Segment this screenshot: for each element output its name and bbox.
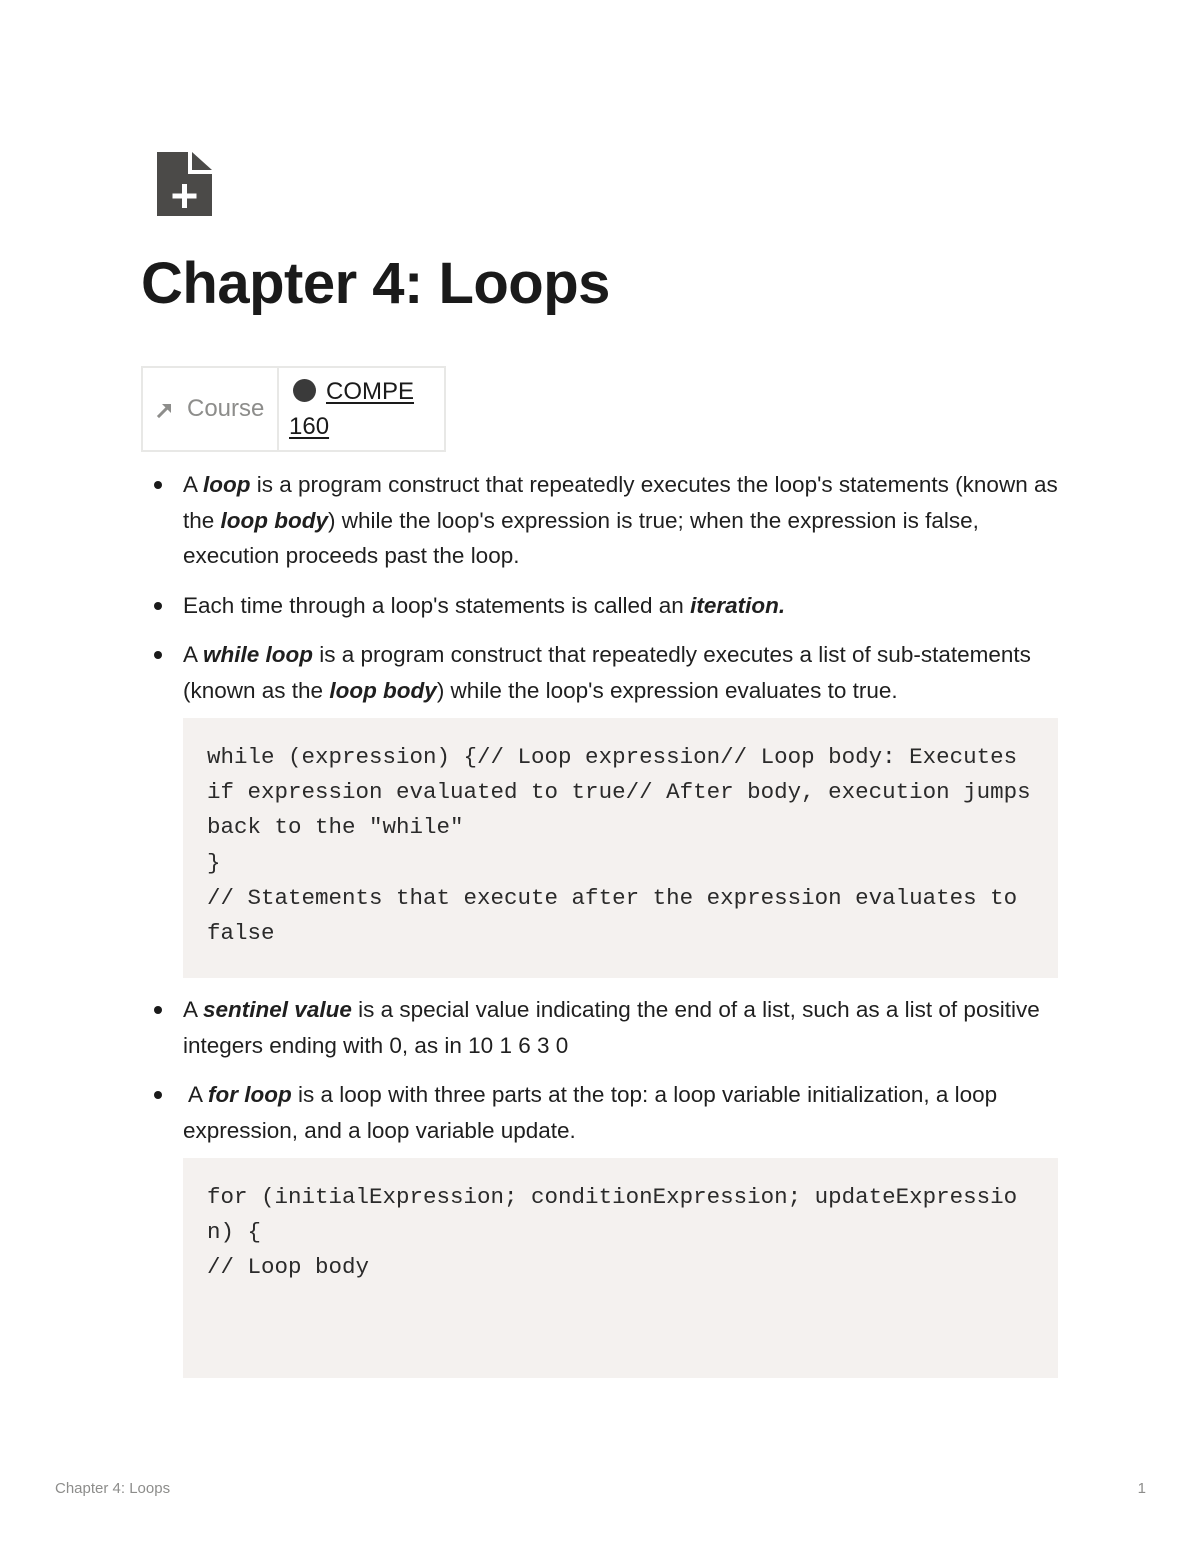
text-span: is a special value indicating the end of a list, such as a list of positive integers ending with 0, as in 10 1 6 3 0: [183, 997, 1040, 1058]
code-block-for[interactable]: for (initialExpression; conditionExpression; updateExpression) { // Loop body: [183, 1158, 1058, 1378]
list-item: [183, 637, 1058, 978]
code-block-while[interactable]: while (expression) {// Loop expression// Loop body: Executes if expression evaluated to true// After body, execution jumps back to the "while" } // Statements that execute after the expression evaluates to false: [183, 718, 1058, 978]
term-for-loop: for loop: [208, 1082, 292, 1107]
bullet-icon: [154, 481, 162, 489]
term-sentinel-value: sentinel value: [203, 997, 352, 1022]
bullet-icon: [154, 1091, 162, 1099]
text-span: ) while the loop's expression is true; when the expression is false, execution proceeds past the loop.: [183, 507, 979, 568]
circle-icon: [293, 379, 316, 402]
footer-title: Chapter 4: Loops: [55, 1480, 171, 1497]
text-span: is a program construct that repeatedly executes a list of sub-statements (known as the: [183, 642, 1031, 703]
property-name-course: [142, 367, 278, 451]
properties-table: [141, 366, 446, 452]
text-span: A: [183, 642, 204, 667]
document-plus-icon: [154, 150, 214, 218]
course-link[interactable]: COMPE 160: [289, 378, 415, 440]
page-content: [183, 467, 1058, 1392]
list-item: [183, 588, 1058, 624]
text-span: A: [183, 472, 204, 497]
term-loop: loop: [203, 472, 251, 497]
page-number: 1: [1137, 1480, 1146, 1497]
term-while-loop: while loop: [203, 642, 314, 667]
property-value-course: [278, 367, 445, 451]
text-span: is a loop with three parts at the top: a loop variable initialization, a loop expression, and a loop variable update.: [183, 1082, 998, 1143]
list-item: [183, 1077, 1058, 1378]
term-loop-body: loop body: [329, 677, 437, 703]
term-iteration: iteration.: [690, 592, 786, 618]
bullet-icon: [154, 651, 162, 659]
text-span: ) while the loop's expression evaluates to true.: [436, 677, 898, 703]
text-span: Each time through a loop's statements is called an: [183, 592, 691, 618]
text-span: A: [183, 997, 204, 1022]
text-span: A: [183, 1082, 209, 1107]
text-span: is a program construct that repeatedly executes the loop's statements (known as the: [183, 472, 1058, 533]
property-label: Course: [187, 395, 265, 422]
page-title: Chapter 4: Loops: [141, 251, 610, 316]
bullet-list: [183, 467, 1058, 1378]
arrow-up-right-icon: [155, 399, 175, 419]
list-item: [183, 992, 1058, 1063]
bullet-icon: [154, 1006, 162, 1014]
bullet-icon: [154, 602, 162, 610]
list-item: [183, 467, 1058, 574]
term-loop-body: loop body: [220, 507, 329, 533]
